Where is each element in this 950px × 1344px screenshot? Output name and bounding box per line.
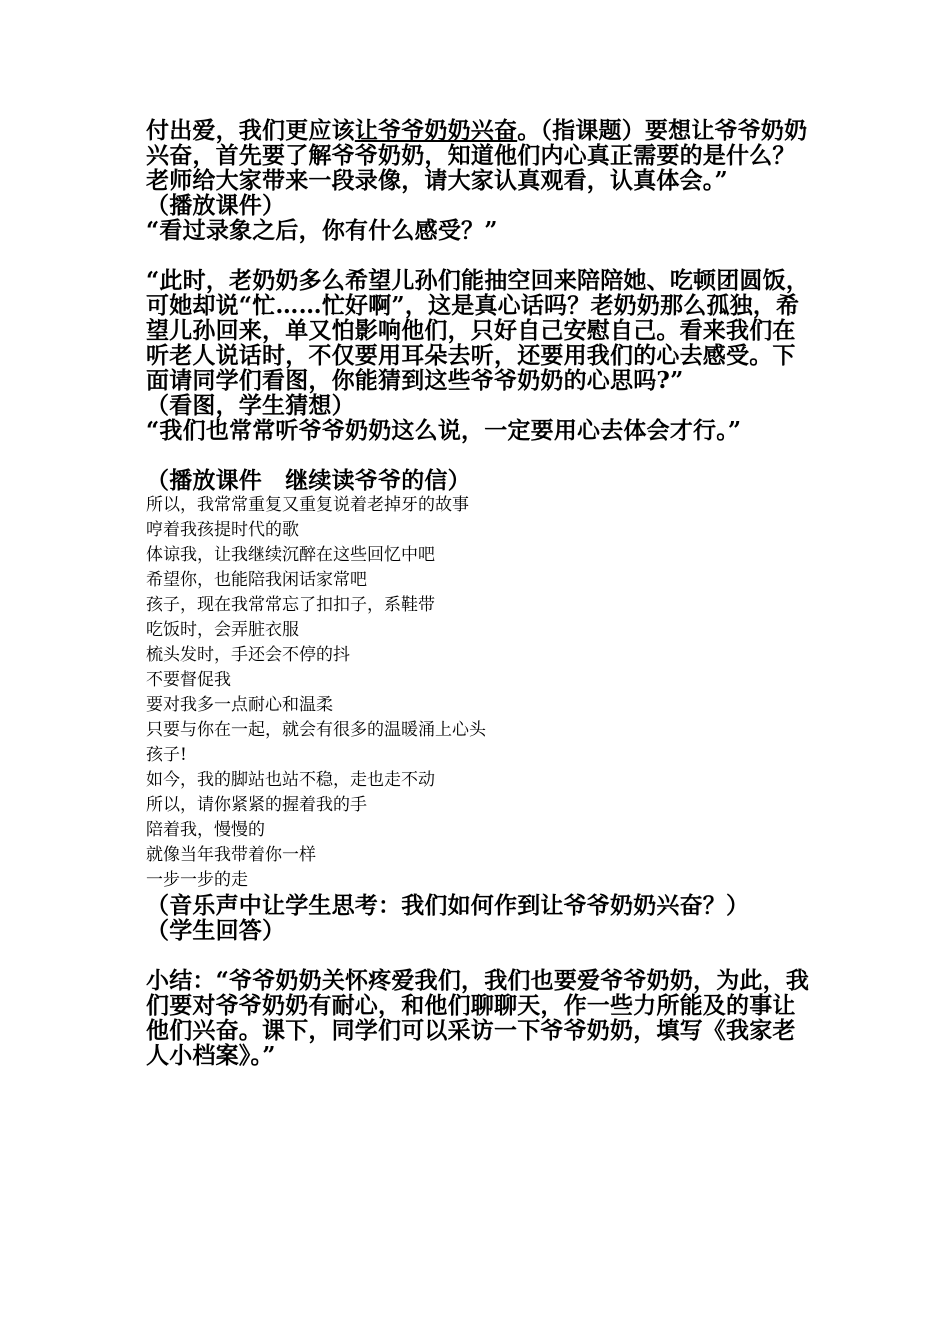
poem-line: 孩子，现在我常常忘了扣扣子，系鞋带 [146, 595, 435, 615]
poem-line: 孩子! [146, 745, 187, 765]
document-page [146, 118, 811, 1068]
poem-letter [146, 493, 811, 893]
poem-line: 只要与你在一起，就会有很多的温暖涌上心头 [146, 720, 486, 740]
stage-direction-music-thinking: （音乐声中让学生思考：我们如何作到让爷爷奶奶兴奋？） [146, 892, 750, 919]
poem-line: 希望你，也能陪我闲话家常吧 [146, 570, 367, 590]
stage-direction-student-answer: （学生回答） [146, 917, 286, 944]
blank-line [146, 443, 811, 468]
paragraph-summary: 小结：“爷爷奶奶关怀疼爱我们，我们也要爱爷爷奶奶，为此，我们要对爷爷奶奶有耐心，和他们聊聊天，作一些力所能及的事让他们兴奋。课下，同学们可以采访一下爷爷奶奶，填写《我家老人小档案》。” [146, 967, 810, 1069]
stage-direction-play-courseware: （播放课件） [146, 192, 286, 219]
poem-line: 体谅我，让我继续沉醉在这些回忆中吧 [146, 545, 435, 565]
blank-line [146, 943, 811, 968]
paragraph-intro [146, 118, 811, 193]
question-after-video: “看过录象之后，你有什么感受？” [146, 217, 498, 244]
paragraph-grandma: “此时，老奶奶多么希望儿孙们能抽空回来陪陪她、吃顿团圆饭，可她却说“忙……忙好啊”，这是真心话吗？老奶奶那么孤独，希望儿孙回来，单又怕影响他们，只好自己安慰自己。看来我们在听老人说话时，不仅要用耳朵去听，还要用我们的心去感受。下面请同学们看图，你能猜到这些爷爷奶奶的心思吗?” [146, 267, 810, 394]
poem-line: 吃饭时，会弄脏衣服 [146, 620, 299, 640]
poem-line: 哼着我孩提时代的歌 [146, 520, 299, 540]
poem-line: 所以，我常常重复又重复说着老掉牙的故事 [146, 495, 469, 515]
stage-direction-read-letter: （播放课件 继续读爷爷的信） [146, 467, 471, 494]
poem-line: 不要督促我 [146, 670, 231, 690]
paragraph-listen-with-heart: “我们也常常听爷爷奶奶这么说，一定要用心去体会才行。” [146, 417, 742, 444]
intro-text-before: 付出爱，我们更应该 [146, 117, 355, 144]
stage-direction-look-picture: （看图，学生猜想） [146, 392, 355, 419]
intro-text-after: 。（指课题）要想让爷爷奶奶兴奋，首先要了解爷爷奶奶，知道他们内心真正需要的是什么？老师给大家带来一段录像，请大家认真观看，认真体会。” [146, 117, 808, 194]
lesson-title-underlined: 让爷爷奶奶兴奋 [354, 117, 518, 144]
poem-line: 要对我多一点耐心和温柔 [146, 695, 333, 715]
poem-line: 陪着我，慢慢的 [146, 820, 265, 840]
poem-line: 如今，我的脚站也站不稳，走也走不动 [146, 770, 435, 790]
blank-line [146, 243, 811, 268]
poem-line: 一步一步的走 [146, 870, 248, 890]
poem-line: 梳头发时，手还会不停的抖 [146, 645, 350, 665]
poem-line: 就像当年我带着你一样 [146, 845, 316, 865]
poem-line: 所以，请你紧紧的握着我的手 [146, 795, 367, 815]
